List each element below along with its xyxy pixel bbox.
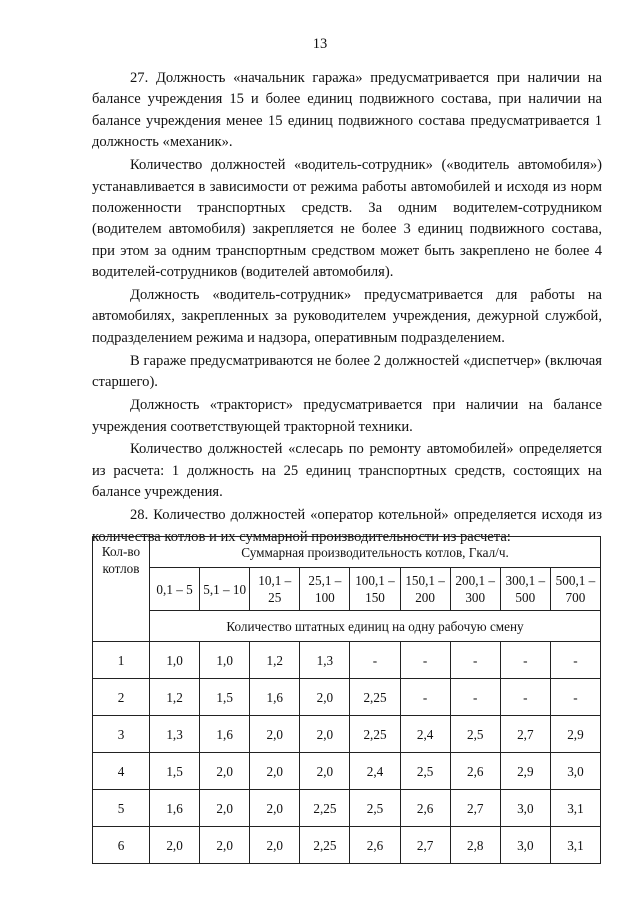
staff-units-cell: 3,1 bbox=[550, 790, 600, 827]
staff-units-cell: 3,0 bbox=[500, 790, 550, 827]
staff-units-cell: - bbox=[400, 679, 450, 716]
staff-units-cell: 2,25 bbox=[350, 716, 400, 753]
staff-units-cell: 2,0 bbox=[250, 716, 300, 753]
staff-units-cell: 3,0 bbox=[550, 753, 600, 790]
staff-units-cell: 2,7 bbox=[450, 790, 500, 827]
staff-units-cell: 2,8 bbox=[450, 827, 500, 864]
staff-units-cell: 2,0 bbox=[250, 753, 300, 790]
staff-units-cell: - bbox=[350, 642, 400, 679]
staff-units-cell: 1,2 bbox=[150, 679, 200, 716]
staff-units-cell: 2,25 bbox=[350, 679, 400, 716]
staff-units-cell: 1,5 bbox=[200, 679, 250, 716]
table-row bbox=[93, 642, 601, 679]
staff-units-cell: 2,4 bbox=[350, 753, 400, 790]
staff-units-cell: 3,0 bbox=[500, 827, 550, 864]
capacity-range-header: 150,1 – 200 bbox=[400, 568, 450, 611]
staff-units-cell: - bbox=[450, 679, 500, 716]
staff-units-cell: 2,0 bbox=[300, 716, 350, 753]
capacity-range-header: 10,1 – 25 bbox=[250, 568, 300, 611]
staff-units-cell: 1,0 bbox=[200, 642, 250, 679]
staff-units-cell: 2,0 bbox=[150, 827, 200, 864]
staff-units-cell: 2,0 bbox=[200, 753, 250, 790]
staff-units-cell: - bbox=[400, 642, 450, 679]
staff-units-cell: 2,0 bbox=[250, 827, 300, 864]
staff-units-cell: 2,5 bbox=[350, 790, 400, 827]
boiler-staffing-table bbox=[92, 536, 601, 864]
boilers-count-cell: 2 bbox=[93, 679, 150, 716]
staff-units-cell: 2,0 bbox=[300, 679, 350, 716]
staff-units-cell: 2,9 bbox=[550, 716, 600, 753]
staff-units-cell: 1,6 bbox=[250, 679, 300, 716]
paragraph-boiler-operator: 28. Количество должностей «оператор котельной» определяется исходя из количества котлов и их суммарной производительности из расчета: bbox=[92, 507, 602, 545]
capacity-range-header: 25,1 – 100 bbox=[300, 568, 350, 611]
staff-units-cell: 2,25 bbox=[300, 827, 350, 864]
staff-units-cell: - bbox=[550, 642, 600, 679]
staff-units-cell: 2,5 bbox=[400, 753, 450, 790]
staff-units-cell: 2,0 bbox=[200, 790, 250, 827]
staff-units-cell: 2,0 bbox=[250, 790, 300, 827]
boilers-count-cell: 3 bbox=[93, 716, 150, 753]
paragraph-mechanic: Количество должностей «слесарь по ремонту автомобилей» определяется из расчета: 1 должность на 25 единиц транспортных средств, состоящих на балансе учреждения. bbox=[92, 441, 602, 501]
staff-units-cell: 1,6 bbox=[200, 716, 250, 753]
capacity-range-header: 500,1 – 700 bbox=[550, 568, 600, 611]
capacity-range-header: 200,1 – 300 bbox=[450, 568, 500, 611]
paragraph-dispatcher: В гараже предусматриваются не более 2 должностей «диспетчер» (включая старшего). bbox=[92, 352, 602, 391]
table-row bbox=[93, 679, 601, 716]
staff-units-cell: 2,7 bbox=[500, 716, 550, 753]
paragraph-driver-assignment: Должность «водитель-сотрудник» предусматривается для работы на автомобилях, закрепленных за руководителем учреждения, дежурной службой, подразделением режима и надзора, оперативным подразделением. bbox=[92, 287, 602, 346]
staff-units-cell: 2,6 bbox=[350, 827, 400, 864]
boilers-count-cell: 4 bbox=[93, 753, 150, 790]
table-row bbox=[93, 790, 601, 827]
staff-units-cell: 1,5 bbox=[150, 753, 200, 790]
staff-units-cell: 2,4 bbox=[400, 716, 450, 753]
staff-units-cell: 1,6 bbox=[150, 790, 200, 827]
staff-units-cell: 2,0 bbox=[300, 753, 350, 790]
paragraph-garage-chief: 27. Должность «начальник гаража» предусматривается при наличии на балансе учреждения 15 и более единиц подвижного состава, при наличии на балансе учреждения менее 15 единиц подвижного состава предусматривается 1 должность «механик». bbox=[92, 70, 602, 151]
staff-units-cell: 2,0 bbox=[200, 827, 250, 864]
staff-units-cell: - bbox=[450, 642, 500, 679]
staff-units-cell: 3,1 bbox=[550, 827, 600, 864]
capacity-range-header: 300,1 – 500 bbox=[500, 568, 550, 611]
table-row bbox=[93, 827, 601, 864]
capacity-range-header: 100,1 – 150 bbox=[350, 568, 400, 611]
document-body bbox=[92, 68, 602, 549]
staff-units-cell: 1,3 bbox=[150, 716, 200, 753]
staff-units-cell: 2,7 bbox=[400, 827, 450, 864]
staff-units-cell: 2,25 bbox=[300, 790, 350, 827]
capacity-range-header: 5,1 – 10 bbox=[200, 568, 250, 611]
staff-units-cell: 2,9 bbox=[500, 753, 550, 790]
table-row bbox=[93, 716, 601, 753]
boilers-count-cell: 6 bbox=[93, 827, 150, 864]
staff-units-cell: - bbox=[500, 679, 550, 716]
paragraph-driver-count: Количество должностей «водитель-сотрудник» («водитель автомобиля») устанавливается в зависимости от режима работы автомобилей и исходя из норм положенности транспортных средств. За одним водителем-сотрудником (водителем автомобиля) закрепляется не более 3 единиц подвижного состава, при этом за одним транспортным средством может быть закреплено не более 4 водителей-сотрудников (водителей автомобиля). bbox=[92, 157, 602, 281]
paragraph-tractor-driver: Должность «тракторист» предусматривается при наличии на балансе учреждения соответствующей тракторной техники. bbox=[92, 397, 602, 435]
staff-units-cell: 1,2 bbox=[250, 642, 300, 679]
boilers-count-cell: 1 bbox=[93, 642, 150, 679]
staff-units-cell: 2,5 bbox=[450, 716, 500, 753]
staff-units-cell: 1,3 bbox=[300, 642, 350, 679]
units-header: Количество штатных единиц на одну рабочую смену bbox=[150, 611, 601, 642]
staff-units-cell: 1,0 bbox=[150, 642, 200, 679]
staff-units-cell: - bbox=[500, 642, 550, 679]
capacity-header: Суммарная производительность котлов, Гкал/ч. bbox=[150, 537, 601, 568]
capacity-range-header: 0,1 – 5 bbox=[150, 568, 200, 611]
boilers-count-cell: 5 bbox=[93, 790, 150, 827]
staff-units-cell: 2,6 bbox=[400, 790, 450, 827]
page-number: 13 bbox=[312, 36, 328, 52]
staff-units-cell: 2,6 bbox=[450, 753, 500, 790]
table-row bbox=[93, 753, 601, 790]
staff-units-cell: - bbox=[550, 679, 600, 716]
boilers-count-header: Кол-во котлов bbox=[93, 537, 150, 642]
